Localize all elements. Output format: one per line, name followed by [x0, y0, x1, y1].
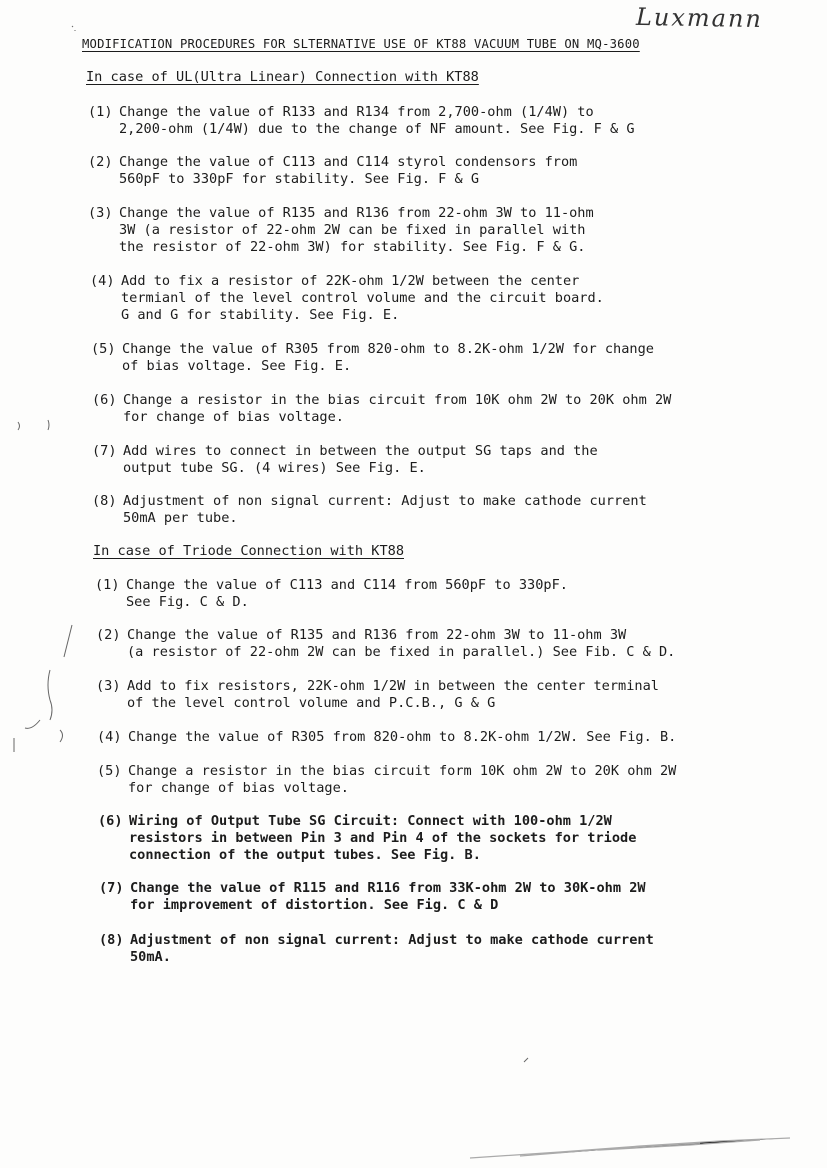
- list-item: (3) Add to fix resistors, 22K-ohm 1/2W in between the center terminal of the level control volume and P.C.B., G & G: [96, 678, 659, 711]
- document-title: MODIFICATION PROCEDURES FOR SLTERNATIVE USE OF KT88 VACUUM TUBE ON MQ-3600: [82, 37, 640, 51]
- list-item: (2) Change the value of C113 and C114 styrol condensors from 560pF to 330pF for stability. See Fig. F & G: [88, 154, 578, 187]
- list-item: (5) Change a resistor in the bias circuit form 10K ohm 2W to 20K ohm 2W for change of bias voltage.: [97, 763, 677, 796]
- list-item: (7) Add wires to connect in between the output SG taps and the output tube SG. (4 wires) See Fig. E.: [92, 443, 598, 476]
- handwritten-note: Luxmann: [635, 2, 764, 34]
- list-item: (3) Change the value of R135 and R136 from 22-ohm 3W to 11-ohm 3W (a resistor of 22-ohm 2W can be fixed in parallel with the resistor of 22-ohm 3W) for stability. See Fig. F & G.: [88, 205, 594, 255]
- list-item: (2) Change the value of R135 and R136 from 22-ohm 3W to 11-ohm 3W (a resistor of 22-ohm 2W can be fixed in parallel.) See Fib. C & D.: [96, 627, 676, 660]
- list-item: (8) Adjustment of non signal current: Adjust to make cathode current 50mA.: [99, 932, 654, 965]
- list-item: (4) Change the value of R305 from 820-ohm to 8.2K-ohm 1/2W. See Fig. B.: [97, 729, 677, 745]
- list-item: (8) Adjustment of non signal current: Adjust to make cathode current 50mA per tube.: [92, 493, 647, 526]
- list-item: (6) Change a resistor in the bias circuit from 10K ohm 2W to 20K ohm 2W for change of bias voltage.: [92, 392, 672, 425]
- list-item: (6) Wiring of Output Tube SG Circuit: Connect with 100-ohm 1/2W resistors in between Pin 3 and Pin 4 of the sockets for triode connection of the output tubes. See Fig. B.: [98, 813, 637, 863]
- list-item: (5) Change the value of R305 from 820-ohm to 8.2K-ohm 1/2W for change of bias voltage. See Fig. E.: [91, 341, 654, 374]
- section-heading: In case of Triode Connection with KT88: [93, 543, 404, 559]
- list-item: (4) Add to fix a resistor of 22K-ohm 1/2W between the center termianl of the level control volume and the circuit board. G and G for stability. See Fig. E.: [90, 273, 604, 323]
- list-item: (1) Change the value of C113 and C114 from 560pF to 330pF. See Fig. C & D.: [95, 577, 568, 610]
- list-item: (7) Change the value of R115 and R116 from 33K-ohm 2W to 30K-ohm 2W for improvement of distortion. See Fig. C & D: [99, 880, 646, 913]
- section-heading: In case of UL(Ultra Linear) Connection with KT88: [86, 69, 479, 85]
- list-item: (1) Change the value of R133 and R134 from 2,700-ohm (1/4W) to 2,200-ohm (1/4W) due to the change of NF amount. See Fig. F & G: [88, 104, 635, 137]
